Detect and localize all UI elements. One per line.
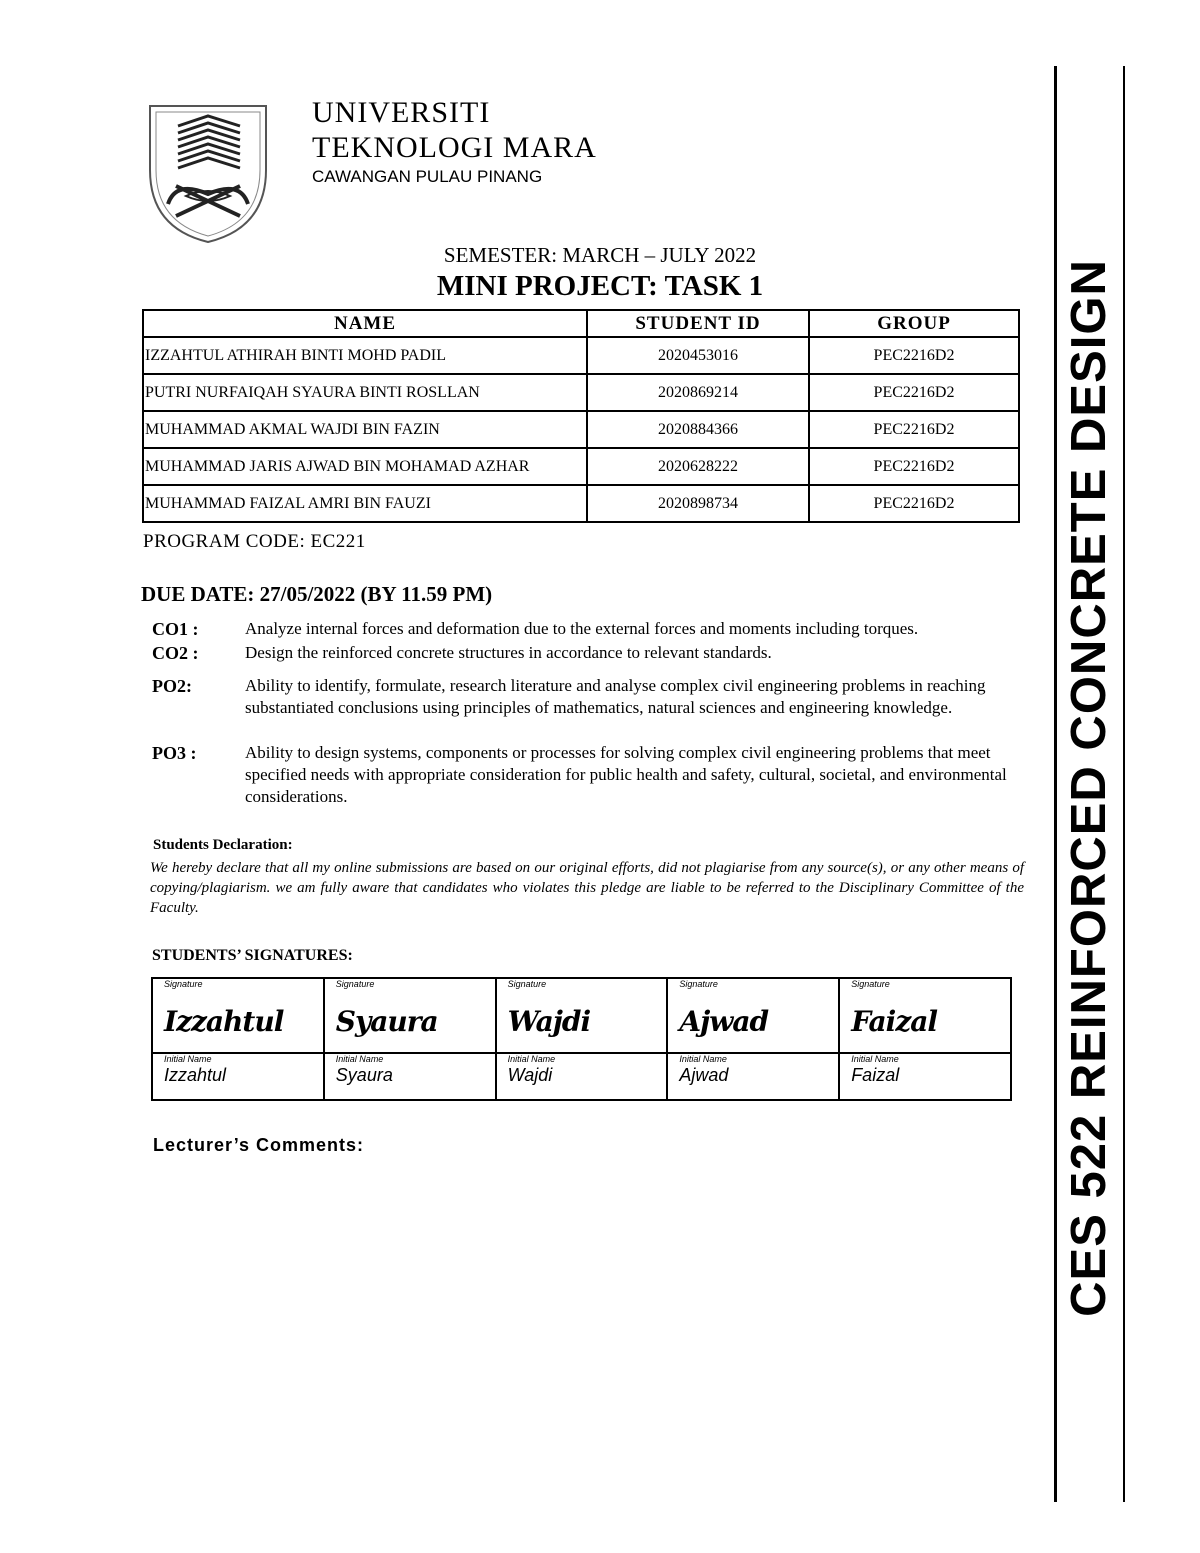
signature-label: Signature — [851, 979, 890, 989]
initial-name-label: Initial Name — [335, 1054, 384, 1064]
campus-name: CAWANGAN PULAU PINANG — [312, 167, 543, 186]
outcome-code: CO2 : — [152, 643, 199, 663]
semester-label: SEMESTER: MARCH – JULY 2022 — [443, 243, 757, 267]
signature-label: Signature — [164, 979, 203, 989]
signature-cell — [496, 978, 668, 1053]
student-name: MUHAMMAD JARIS AJWAD BIN MOHAMAD AZHAR — [143, 448, 587, 485]
outcome-text: Ability to design systems, components or processes for solving complex civil engineering problems that meet specified needs with appropriate consideration for public health and safety, cultural, societal, and environmental considerations. — [245, 743, 1007, 806]
declaration-text: We hereby declare that all my online submissions are based on our original efforts, did not plagiarise from any source(s), or any other means of copying/plagiarism. we am fully aware that candidates who violates this pledge are liable to be referred to the Disciplinary Committee of the Faculty. — [150, 860, 1024, 916]
signature-mark: Faizal — [851, 1005, 937, 1038]
outcome-text: Analyze internal forces and deformation due to the external forces and moments including torques. — [245, 619, 919, 638]
signature-table — [151, 977, 1012, 1101]
table-row — [143, 448, 1019, 485]
signature-label: Signature — [679, 979, 718, 989]
student-group: PEC2216D2 — [809, 485, 1019, 522]
table-row — [143, 337, 1019, 374]
student-name: IZZAHTUL ATHIRAH BINTI MOHD PADIL — [143, 337, 587, 374]
student-name: PUTRI NURFAIQAH SYAURA BINTI ROSLLAN — [143, 374, 587, 411]
signature-cell — [839, 978, 1011, 1053]
initial-name: Ajwad — [679, 1065, 729, 1085]
column-header-student-id: STUDENT ID — [587, 310, 809, 337]
signature-mark: Wajdi — [507, 1005, 591, 1038]
lecturer-comments-label: Lecturer’s Comments: — [153, 1135, 365, 1155]
signature-label: Signature — [507, 979, 547, 989]
student-id: 2020453016 — [587, 337, 809, 374]
initial-name-label: Initial Name — [851, 1054, 899, 1064]
outcome-code: PO3 : — [152, 743, 197, 763]
spine-divider-left — [1054, 66, 1057, 1502]
signature-cell — [152, 978, 324, 1053]
signature-mark: Ajwad — [679, 1005, 769, 1038]
student-table-header — [143, 310, 1019, 337]
table-row — [143, 411, 1019, 448]
initial-name-cell — [839, 1053, 1011, 1100]
signature-cell — [667, 978, 839, 1053]
student-name: MUHAMMAD FAIZAL AMRI BIN FAUZI — [143, 485, 587, 522]
initial-name: Faizal — [851, 1065, 900, 1085]
university-logo-icon — [146, 100, 270, 244]
university-name-line2: TEKNOLOGI MARA — [312, 131, 597, 164]
column-header-name: NAME — [143, 310, 587, 337]
course-spine-title: CES 522 REINFORCED CONCRETE DESIGN — [1062, 259, 1116, 1317]
initial-name: Wajdi — [507, 1065, 553, 1085]
student-id: 2020628222 — [587, 448, 809, 485]
table-row — [143, 374, 1019, 411]
initial-name: Syaura — [335, 1065, 393, 1085]
initial-name-label: Initial Name — [679, 1054, 727, 1064]
initial-name-cell — [496, 1053, 668, 1100]
program-code: PROGRAM CODE: EC221 — [143, 531, 366, 552]
initial-name-cell — [152, 1053, 324, 1100]
initial-name: Izzahtul — [164, 1065, 227, 1085]
signature-mark: Izzahtul — [164, 1005, 284, 1038]
initial-name-cell — [324, 1053, 496, 1100]
student-name: MUHAMMAD AKMAL WAJDI BIN FAZIN — [143, 411, 587, 448]
university-name-line1: UNIVERSITI — [312, 96, 491, 129]
student-group: PEC2216D2 — [809, 411, 1019, 448]
project-title: MINI PROJECT: TASK 1 — [436, 270, 764, 302]
initial-name-row — [152, 1053, 1011, 1100]
outcome-text: Design the reinforced concrete structures in accordance to relevant standards. — [245, 643, 772, 662]
outcome-code: CO1 : — [152, 619, 199, 639]
signature-row — [152, 978, 1011, 1053]
student-group: PEC2216D2 — [809, 337, 1019, 374]
signature-label: Signature — [335, 979, 375, 989]
due-date: DUE DATE: 27/05/2022 (BY 11.59 PM) — [141, 582, 493, 606]
student-id: 2020898734 — [587, 485, 809, 522]
student-group: PEC2216D2 — [809, 374, 1019, 411]
column-header-group: GROUP — [809, 310, 1019, 337]
student-id: 2020869214 — [587, 374, 809, 411]
outcome-code: PO2: — [152, 676, 192, 696]
student-table — [142, 309, 1020, 523]
initial-name-label: Initial Name — [507, 1054, 556, 1064]
student-group: PEC2216D2 — [809, 448, 1019, 485]
student-id: 2020884366 — [587, 411, 809, 448]
outcome-text: Ability to identify, formulate, research literature and analyse complex civil engineering problems in reaching substantiated conclusions using principles of mathematics, natural sciences and engineering knowledge. — [245, 676, 986, 717]
initial-name-label: Initial Name — [164, 1054, 212, 1064]
table-row — [143, 485, 1019, 522]
signature-mark: Syaura — [335, 1005, 438, 1038]
declaration-title: Students Declaration: — [153, 837, 293, 853]
initial-name-cell — [667, 1053, 839, 1100]
signatures-title: STUDENTS’ SIGNATURES: — [152, 947, 353, 964]
spine-divider-right — [1123, 66, 1125, 1502]
signature-cell — [324, 978, 496, 1053]
